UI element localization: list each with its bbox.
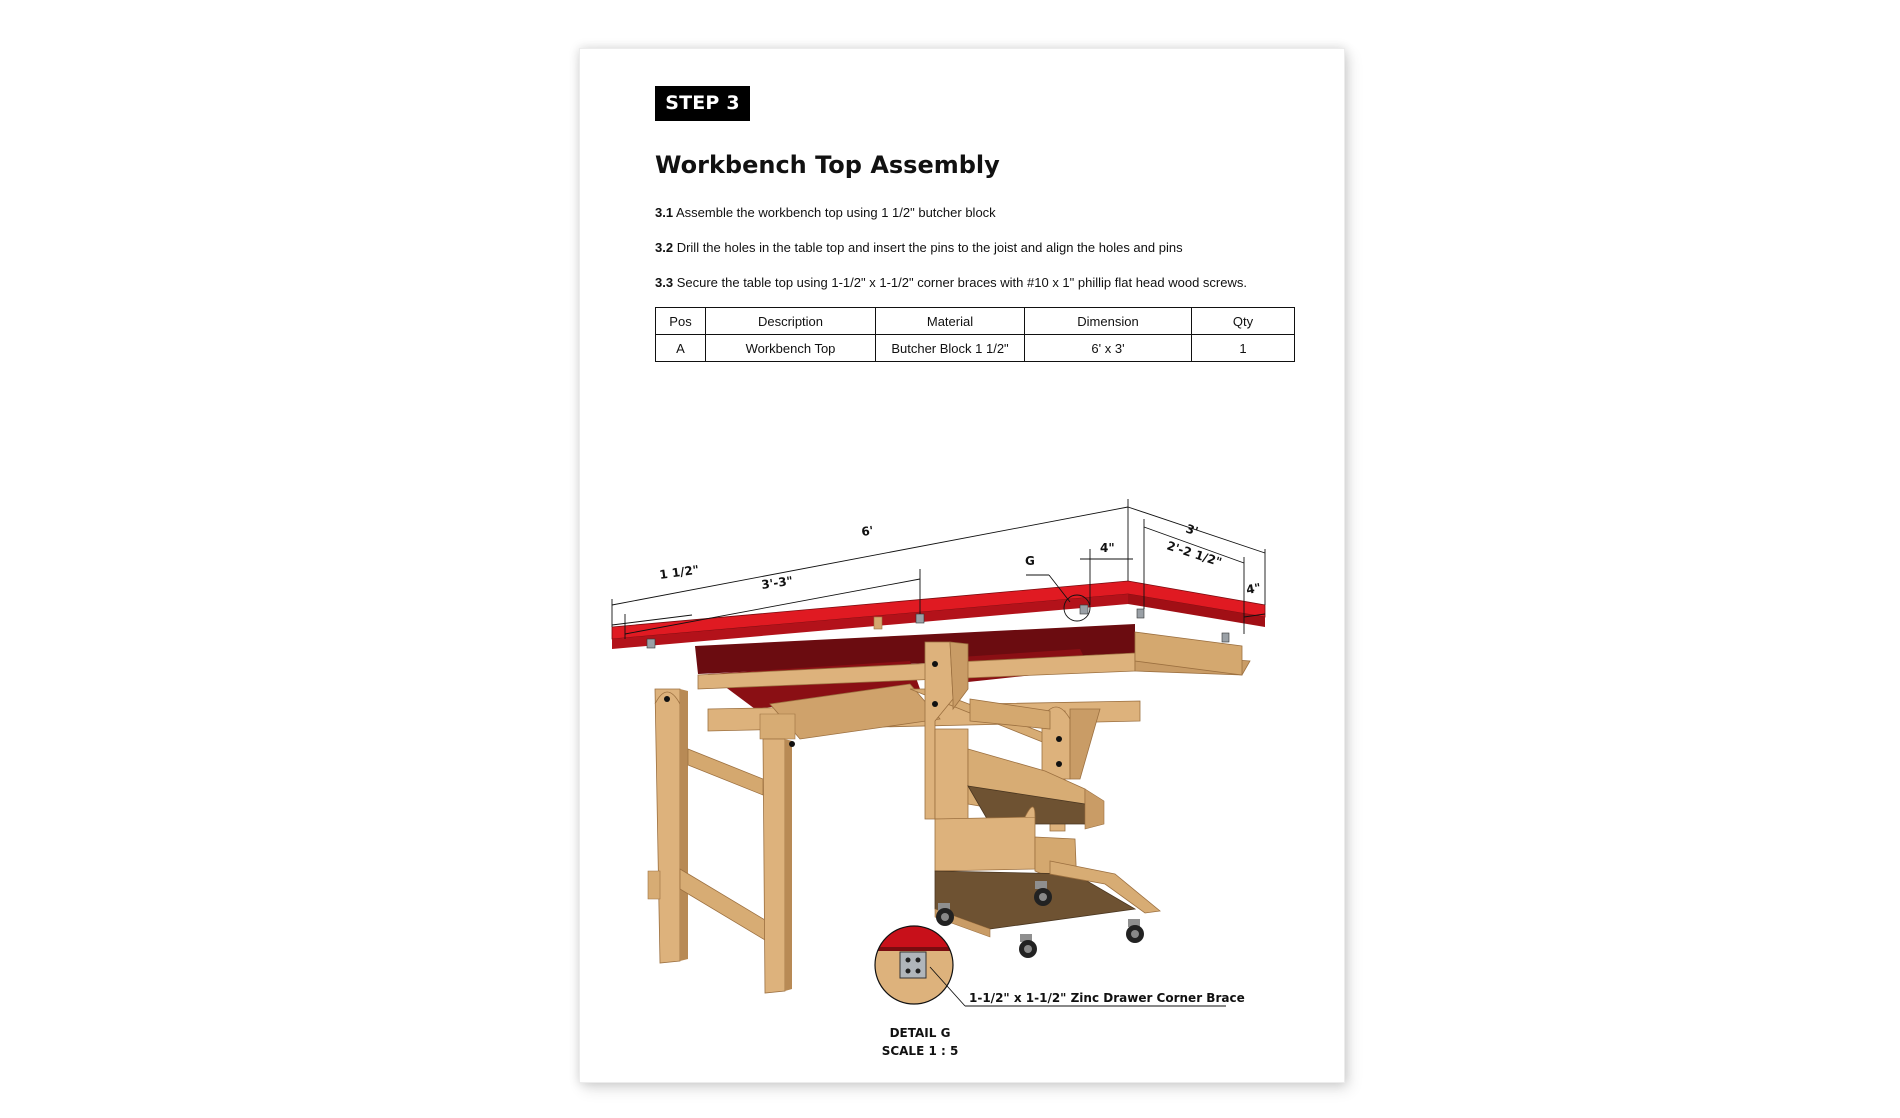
- dim-inset-width: 2'-2 1/2": [1165, 538, 1224, 570]
- cell-dimension: 6' x 3': [1025, 335, 1192, 362]
- dim-right-offset: 4": [1100, 541, 1115, 555]
- header-qty: Qty: [1192, 308, 1295, 335]
- dim-overall-length: 6': [860, 523, 875, 539]
- caster-wheel: [1126, 919, 1144, 943]
- page-title: Workbench Top Assembly: [655, 151, 1000, 179]
- cell-description: Workbench Top: [706, 335, 876, 362]
- document-page: [579, 48, 1345, 1083]
- dim-overall-width: 3': [1184, 521, 1200, 539]
- step-badge: STEP 3: [655, 86, 750, 121]
- header-material: Material: [876, 308, 1025, 335]
- cell-pos: A: [656, 335, 706, 362]
- workbench-illustration: [612, 581, 1265, 993]
- header-pos: Pos: [656, 308, 706, 335]
- detail-name: DETAIL G: [889, 1026, 951, 1040]
- workbench-drawing: [580, 49, 1344, 1082]
- callout-g-label: G: [1025, 554, 1035, 568]
- instruction-text: Drill the holes in the table top and insert the pins to the joist and align the holes and pins: [676, 240, 1183, 255]
- caster-wheel: [1019, 934, 1037, 958]
- instruction-number: 3.2: [655, 240, 674, 255]
- detail-part-label: 1-1/2" x 1-1/2" Zinc Drawer Corner Brace: [969, 991, 1245, 1005]
- header-description: Description: [706, 308, 876, 335]
- header-dimension: Dimension: [1025, 308, 1192, 335]
- dim-brace-spacing: 3'-3": [760, 573, 794, 592]
- cell-material: Butcher Block 1 1/2": [876, 335, 1025, 362]
- dim-left-offset: 1 1/2": [658, 562, 700, 582]
- detail-scale: SCALE 1 : 5: [881, 1044, 959, 1058]
- instruction-number: 3.3: [655, 275, 674, 290]
- dim-front-offset: 4": [1245, 580, 1262, 597]
- instruction-text: Secure the table top using 1-1/2" x 1-1/2" corner braces with #10 x 1" phillip flat head wood screws.: [676, 275, 1247, 290]
- instruction-text: Assemble the workbench top using 1 1/2" butcher block: [675, 205, 996, 220]
- instruction-number: 3.1: [655, 205, 674, 220]
- cell-qty: 1: [1192, 335, 1295, 362]
